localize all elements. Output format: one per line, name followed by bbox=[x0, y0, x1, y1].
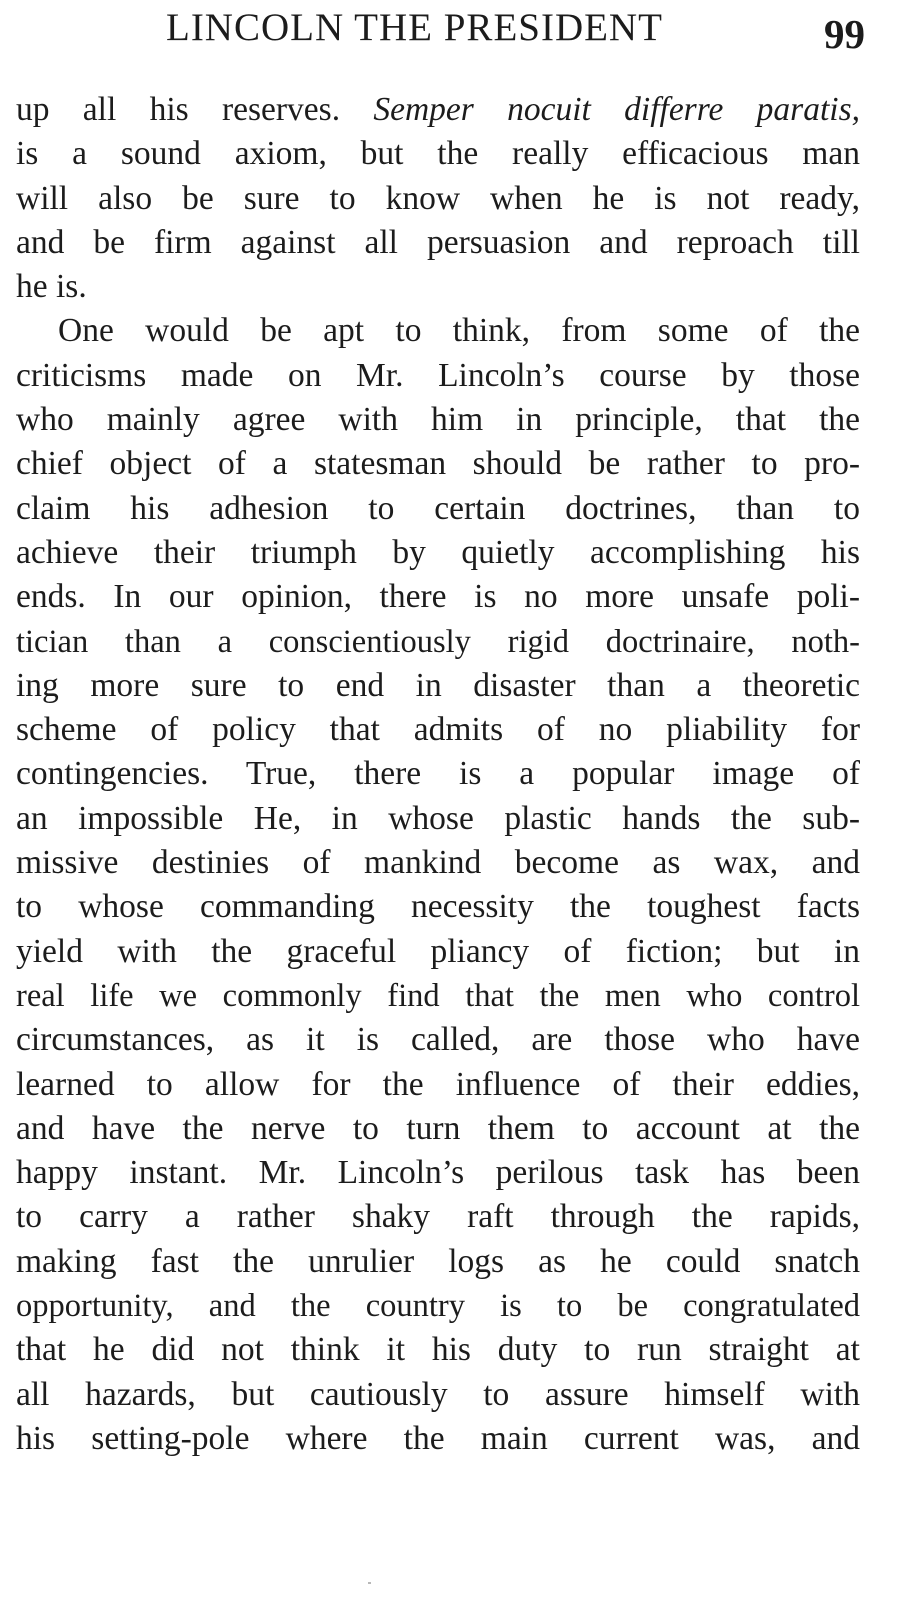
paragraph-1 bbox=[16, 88, 860, 309]
scan-speck bbox=[368, 1582, 371, 1584]
text-line-roman: up all his reserves. bbox=[16, 91, 374, 128]
text-line: scheme of policy that admits of no pliability for bbox=[16, 711, 860, 749]
text-line: who mainly agree with him in principle, that the bbox=[16, 401, 860, 439]
text-line: all hazards, but cautiously to assure himself with bbox=[16, 1375, 860, 1413]
text-line: making fast the unrulier logs as he could snatch bbox=[16, 1242, 860, 1280]
text-line: circumstances, as it is called, are those who have bbox=[16, 1021, 860, 1059]
running-header bbox=[0, 4, 900, 57]
page-number: 99 bbox=[824, 11, 865, 57]
text-line: opportunity, and the country is to be congratulated bbox=[16, 1288, 860, 1325]
text-line: ends. In our opinion, there is no more unsafe poli- bbox=[16, 578, 860, 616]
body-text bbox=[16, 88, 860, 1461]
text-line: learned to allow for the influence of their eddies, bbox=[16, 1065, 860, 1103]
text-line: happy instant. Mr. Lincoln’s perilous task has been bbox=[16, 1154, 860, 1192]
text-line: contingencies. True, there is a popular image of bbox=[16, 755, 860, 793]
text-line: is a sound axiom, but the really efficacious man bbox=[16, 135, 860, 173]
text-line: he is. bbox=[16, 268, 87, 306]
text-line: to whose commanding necessity the toughest facts bbox=[16, 888, 860, 926]
latin-quotation: Semper nocuit differre paratis, bbox=[373, 91, 860, 128]
text-line: to carry a rather shaky raft through the rapids, bbox=[16, 1198, 860, 1236]
text-line: claim his adhesion to certain doctrines, than to bbox=[16, 489, 860, 527]
text-line: will also be sure to know when he is not ready, bbox=[16, 179, 860, 217]
text-line: chief object of a statesman should be rather to pro- bbox=[16, 445, 860, 483]
text-line: and have the nerve to turn them to account at the bbox=[16, 1109, 860, 1147]
text-line: real life we commonly find that the men who control bbox=[16, 977, 860, 1014]
text-line: an impossible He, in whose plastic hands the sub- bbox=[16, 799, 860, 837]
text-line: criticisms made on Mr. Lincoln’s course by those bbox=[16, 356, 860, 394]
text-line: missive destinies of mankind become as wax, and bbox=[16, 844, 860, 882]
text-line: tician than a conscientiously rigid doctrinaire, noth- bbox=[16, 623, 860, 660]
text-line: ing more sure to end in disaster than a theoretic bbox=[16, 666, 860, 704]
text-line: yield with the graceful pliancy of fiction; but in bbox=[16, 932, 860, 970]
text-line: achieve their triumph by quietly accomplishing his bbox=[16, 533, 860, 571]
text-line: that he did not think it his duty to run straight at bbox=[16, 1331, 860, 1369]
text-line bbox=[16, 88, 860, 132]
text-line: and be firm against all persuasion and reproach till bbox=[16, 223, 860, 261]
text-line: One would be apt to think, from some of the bbox=[58, 312, 860, 350]
paragraph-2 bbox=[16, 309, 860, 1461]
text-line: his setting-pole where the main current was, and bbox=[16, 1419, 860, 1457]
running-title: LINCOLN THE PRESIDENT bbox=[166, 6, 663, 49]
